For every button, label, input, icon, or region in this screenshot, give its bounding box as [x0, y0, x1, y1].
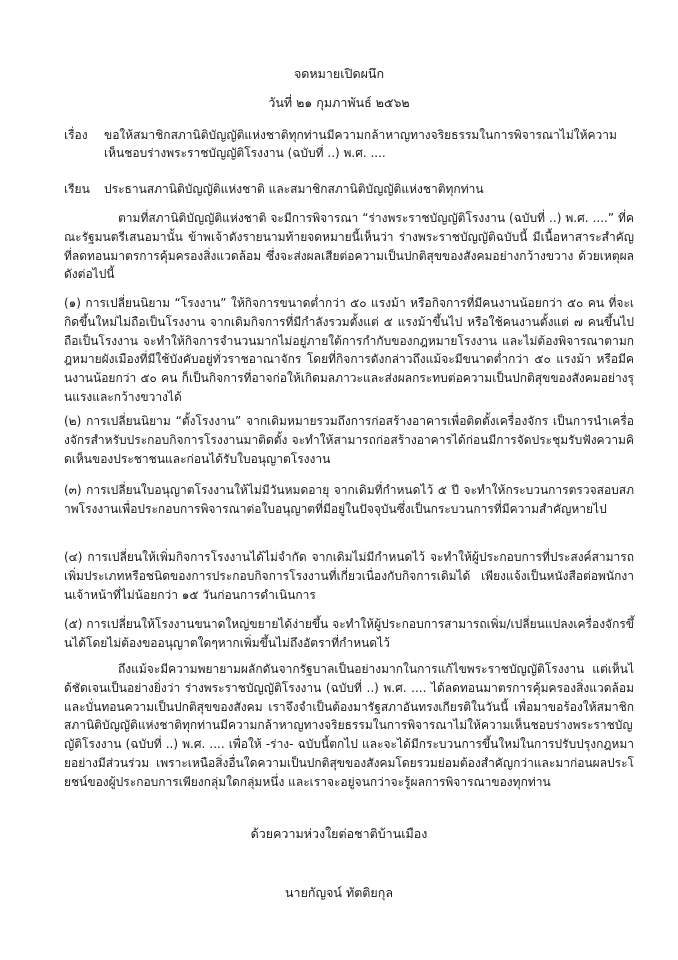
letter-title: จดหมายเปิดผนึก — [293, 66, 385, 81]
point-1-paragraph: (๑) การเปลี่ยนนิยาม “โรงงาน” ให้กิจการขนาดต่ำกว่า ๕๐ แรงม้า หรือกิจการที่มีคนงานน้อยกว่า ๕๐ คน ที่จะเกิดขึ้นใหม่ไม่ถือเป็นโรงงาน จากเดิมกิจการที่มีกำลังรวมตั้งแต่ ๕ แรงม้าขึ้นไป หรือใช้คนงานตั้งแต่ ๗ คนขึ้นไปถือเป็นโรงงาน จะทำให้กิจการจำนวนมากไม่อยู่ภายใต้การกำกับของกฎหมายโรงงาน และไม่ต้องพิจารณาตามกฎหมายผังเมืองที่มีใช้บังคับอยู่ทั่วราชอาณาจักร โดยที่กิจการดังกล่าวถึงแม้จะมีขนาดต่ำกว่า ๕๐ แรงม้า หรือมีคนงานน้อยกว่า ๕๐ คน ก็เป็นกิจการที่อาจก่อให้เกิดมลภาวะและส่งผลกระทบต่อความเป็นปกติสุขของสังคมอย่างรุนแรงและกว้างขวางได้ — [64, 296, 634, 404]
recipient-text: ประธานสภานิติบัญญัติแห่งชาติ และสมาชิกสภานิติบัญญัติแห่งชาติทุกท่าน — [104, 182, 484, 196]
final-paragraph: ถึงแม้จะมีความพยายามผลักดันจากรัฐบาลเป็นอย่างมากในการแก้ไขพระราชบัญญัติโรงงาน แต่เห็นได้ชัดเจนเป็นอย่างยิ่งว่า ร่างพระราชบัญญัติโรงงาน (ฉบับที่ ..) พ.ศ. .... ได้ลดทอนมาตรการคุ้มครองสิ่งแวดล้อมและบั่นทอนความเป็นปกติสุขของสังคม เราจึงจำเป็นต้องมารัฐสภาอันทรงเกียรติในวันนี้ เพื่อมาขอร้องให้สมาชิกสภานิติบัญญัติแห่งชาติทุกท่านมีความกล้าหาญทางจริยธรรมในการพิจารณาไม่ให้ความเห็นชอบร่างพระราชบัญญัติโรงงาน (ฉบับที่ ..) พ.ศ. .... เพื่อให้ -ร่าง- ฉบับนี้ตกไป และจะได้มีกระบวนการขึ้นใหม่ในการปรับปรุงกฎหมายอย่างมีส่วนร่วม เพราะเหนือสิ่งอื่นใดความเป็นปกติสุขของสังคมโดยรวมย่อมต้องสำคัญกว่าและมาก่อนผลประโยชน์ของผู้ประกอบการเพียงกลุ่มใดกลุ่มหนึ่ง และเราจะอยู่จนกว่าจะรู้ผลการพิจารณาของทุกท่าน — [64, 662, 634, 789]
recipient-label: เรียน — [64, 182, 90, 196]
letter-date: วันที่ ๒๑ กุมภาพันธ์ ๒๕๖๒ — [268, 95, 410, 110]
point-3-paragraph: (๓) การเปลี่ยนใบอนุญาตโรงงานให้ไม่มีวันหมดอายุ จากเดิมที่กำหนดไว้ ๕ ปี จะทำให้กระบวนการตรวจสอบสภาพโรงงานเพื่อประกอบการพิจารณาต่อใบอนุญาตที่มีอยู่ในปัจจุบันซึ่งเป็นกระบวนการที่มีความสำคัญหายไป — [64, 483, 634, 516]
point-5-paragraph: (๕) การเปลี่ยนให้โรงงานขนาดใหญ่ขยายได้ง่ายขึ้น จะทำให้ผู้ประกอบการสามารถเพิ่ม/เปลี่ยนแปลงเครื่องจักรขึ้นได้โดยไม่ต้องขออนุญาตใดๆหากเพิ่มขึ้นไม่ถึงอัตราที่กำหนดไว้ — [64, 617, 634, 650]
closing-line: ด้วยความห่วงใยต่อชาติบ้านเมือง — [250, 826, 428, 841]
subject-text: ขอให้สมาชิกสภานิติบัญญัติแห่งชาติทุกท่านมีความกล้าหาญทางจริยธรรมในการพิจารณาไม่ให้ความเห็นชอบร่างพระราชบัญญัติโรงงาน (ฉบับที่ ..) พ.ศ. .... — [104, 128, 617, 160]
subject-label: เรื่อง — [64, 128, 88, 142]
intro-paragraph: ตามที่สภานิติบัญญัติแห่งชาติ จะมีการพิจารณา “ร่างพระราชบัญญัติโรงงาน (ฉบับที่ ..) พ.ศ. ....” ที่คณะรัฐมนตรีเสนอมานั้น ข้าพเจ้าดังรายนามท้ายจดหมายนี้เห็นว่า ร่างพระราชบัญญัติฉบับนี้ มีเนื้อหาสาระสำคัญที่ลดทอนมาตรการคุ้มครองสิ่งแวดล้อม ซึ่งจะส่งผลเสียต่อความเป็นปกติสุขของสังคมอย่างกว้างขวาง ด้วยเหตุผลดังต่อไปนี้ — [64, 211, 634, 282]
point-4-paragraph: (๔) การเปลี่ยนให้เพิ่มกิจการโรงงานได้ไม่จำกัด จากเดิมไม่มีกำหนดไว้ จะทำให้ผู้ประกอบการที่ประสงค์สามารถเพิ่มประเภทหรือชนิดของการประกอบกิจการโรงงานที่เกี่ยวเนื่องกับกิจการเดิมได้ เพียงแจ้งเป็นหนังสือต่อพนักงานเจ้าหน้าที่ไม่น้อยกว่า ๑๕ วันก่อนการดำเนินการ — [64, 550, 634, 602]
point-2-paragraph: (๒) การเปลี่ยนนิยาม “ตั้งโรงงาน” จากเดิมหมายรวมถึงการก่อสร้างอาคารเพื่อติดตั้งเครื่องจักร เป็นการนำเครื่องจักรสำหรับประกอบกิจการโรงงานมาติดตั้ง จะทำให้สามารถก่อสร้างอาคารได้ก่อนมีการจัดประชุมรับฟังความคิดเห็นของประชาชนและก่อนได้รับใบอนุญาตโรงงาน — [64, 414, 634, 466]
signature-name: นายกัญจน์ ทัตติยกุล — [285, 885, 393, 900]
